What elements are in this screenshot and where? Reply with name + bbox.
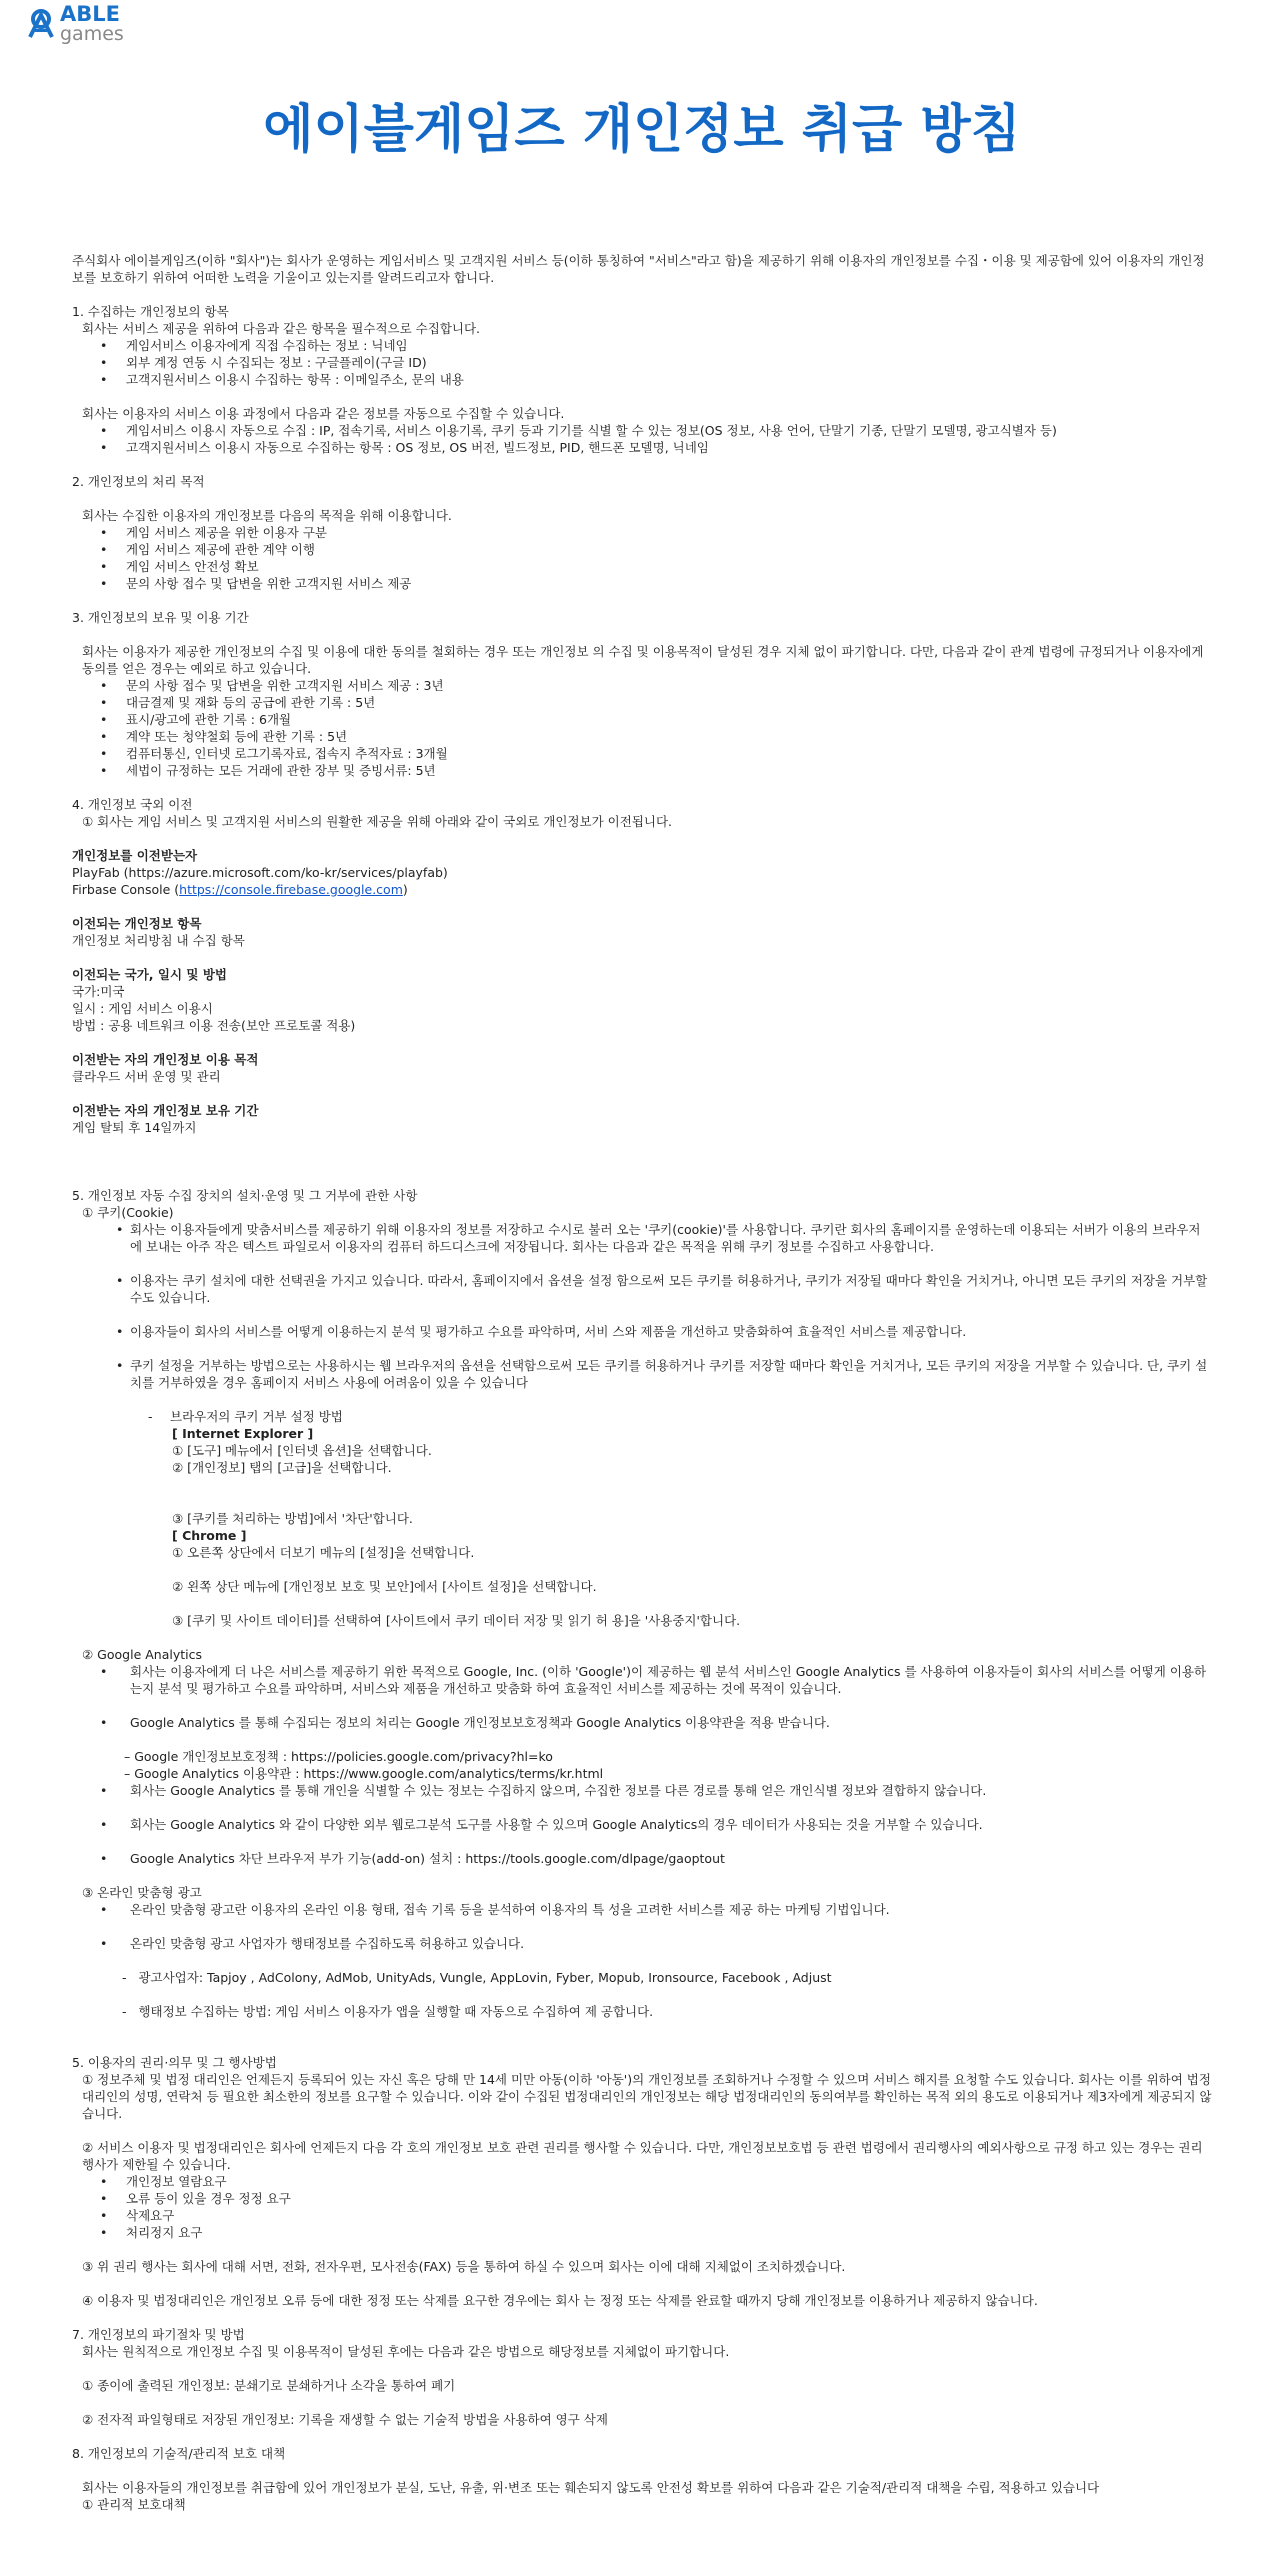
list-item: • 게임 서비스 안전성 확보	[72, 558, 1212, 575]
transfer-period-title: 이전받는 자의 개인정보 보유 기간	[72, 1103, 259, 1118]
section-1-lead2: 회사는 이용자의 서비스 이용 과정에서 다음과 같은 정보를 자동으로 수집할 수 있습니다.	[82, 406, 565, 421]
list-item: • 오류 등이 있을 경우 정정 요구	[72, 2190, 1212, 2207]
chrome-step-3: ③ [쿠키 및 사이트 데이터]를 선택하여 [사이트에서 쿠키 데이터 저장 및 읽기 허 용]을 '사용중지'합니다.	[172, 1613, 741, 1628]
rights-paragraph-3: ③ 위 권리 행사는 회사에 대해 서면, 전화, 전자우편, 모사전송(FAX) 등을 통하여 하실 수 있으며 회사는 이에 대해 지체없이 조치하겠습니다.	[82, 2259, 846, 2274]
list-item: • 고객지원서비스 이용시 자동으로 수집하는 항목 : OS 정보, OS 버전, 빌드정보, PID, 핸드폰 모델명, 닉네임	[72, 439, 1212, 456]
list-item: • 문의 사항 접수 및 답변을 위한 고객지원 서비스 제공	[72, 575, 1212, 592]
google-privacy-policy: – Google 개인정보보호정책 : https://policies.google.com/privacy?hl=ko	[124, 1749, 553, 1764]
list-item: • 게임서비스 이용자에게 직접 수집하는 정보 : 닉네임	[72, 337, 1212, 354]
transfer-country: 국가:미국	[72, 984, 125, 999]
list-item: • 계약 또는 청약철회 등에 관한 기록 : 5년	[72, 728, 1212, 745]
ie-step-3: ③ [쿠키를 처리하는 방법]에서 '차단'합니다.	[172, 1511, 413, 1526]
ie-step-2: ② [개인정보] 탭의 [고급]을 선택합니다.	[172, 1460, 392, 1475]
section-1-heading: 1. 수집하는 개인정보의 항목	[72, 304, 229, 319]
online-ad-list	[72, 1901, 1212, 1952]
logo-mark-icon	[26, 7, 56, 41]
google-analytics-list	[72, 1663, 1212, 1731]
destroy-paper: ① 종이에 출력된 개인정보: 분쇄기로 분쇄하거나 소각을 통하여 폐기	[82, 2378, 456, 2393]
rights-paragraph-1: ① 정보주체 및 법정 대리인은 언제든지 등록되어 있는 자신 혹은 당해 만 14세 미만 아동(이하 '아동')의 개인정보를 조회하거나 수정할 수 있으며 서비스 해지를 요청할 수도 있습니다. 회사는 이를 위하여 법정대리인의 성명, 연락처 등 필요한 최소한의 정보를 요구할 수 있습니다. 이와 같이 수집된 법정대리인의 개인정보는 해당 법정대리인의 동의여부를 확인하는 목적 외의 용도로 이용되거나 제3자에게 제공되지 않습니다.	[82, 2072, 1212, 2121]
list-item: • 회사는 Google Analytics 를 통해 개인을 식별할 수 있는 정보는 수집하지 않으며, 수집한 정보를 다른 경로를 통해 얻은 개인식별 정보와 결합하지 않습니다.	[72, 1782, 1212, 1799]
list-item: • 이용자들이 회사의 서비스를 어떻게 이용하는지 분석 및 평가하고 수요를 파악하며, 서비 스와 제품을 개선하고 맞춤화하여 효율적인 서비스를 제공합니다.	[72, 1323, 1212, 1340]
list-item: • 이용자는 쿠키 설치에 대한 선택권을 가지고 있습니다. 따라서, 홈페이지에서 옵션을 설정 함으로써 모든 쿠키를 허용하거나, 쿠키가 저장될 때마다 확인을 거치거나, 아니면 모든 쿠키의 저장을 거부할 수도 있습니다.	[72, 1272, 1212, 1306]
chrome-title: [ Chrome ]	[172, 1528, 247, 1543]
section-7-lead: 회사는 원칙적으로 개인정보 수집 및 이용목적이 달성된 후에는 다음과 같은 방법으로 해당정보를 지체없이 파기합니다.	[82, 2344, 730, 2359]
rights-list	[72, 2173, 1212, 2241]
able-games-logo	[26, 4, 124, 44]
section-5-heading: 5. 개인정보 자동 수집 장치의 설치·운영 및 그 거부에 관한 사항	[72, 1188, 418, 1203]
chrome-step-1: ① 오른쪽 상단에서 더보기 메뉴의 [설정]을 선택합니다.	[172, 1545, 475, 1560]
section-7-heading: 7. 개인정보의 파기절차 및 방법	[72, 2327, 245, 2342]
section-8-item-1: ① 관리적 보호대책	[82, 2497, 186, 2512]
policy-body	[72, 252, 1212, 2513]
intro-paragraph: 주식회사 에이블게임즈(이하 "회사")는 회사가 운영하는 게임서비스 및 고객지원 서비스 등(이하 통칭하여 "서비스"라고 함)을 제공하기 위해 이용자의 개인정보를 수집・이용 및 제공함에 있어 이용자의 개인정보를 보호하기 위하여 어떠한 노력을 기울이고 있는지를 알려드리고자 합니다.	[72, 253, 1205, 285]
browser-settings-title: - 브라우저의 쿠키 거부 설정 방법	[72, 1408, 1212, 1425]
section-4-lead: ① 회사는 게임 서비스 및 고객지원 서비스의 원활한 제공을 위해 아래와 같이 국외로 개인정보가 이전됩니다.	[82, 814, 673, 829]
page-title: 에이블게임즈 개인정보 취급 방침	[263, 100, 1021, 160]
section-8-heading: 8. 개인정보의 기술적/관리적 보호 대책	[72, 2446, 286, 2461]
section-4-heading: 4. 개인정보 국외 이전	[72, 797, 193, 812]
list-item: • 온라인 맞춤형 광고 사업자가 행태정보를 수집하도록 허용하고 있습니다.	[72, 1935, 1212, 1952]
section-2-list	[72, 524, 1212, 592]
destroy-electronic: ② 전자적 파일형태로 저장된 개인정보: 기록을 재생할 수 없는 기술적 방법을 사용하여 영구 삭제	[82, 2412, 608, 2427]
list-item: • 게임 서비스 제공에 관한 계약 이행	[72, 541, 1212, 558]
list-item: • 쿠키 설정을 거부하는 방법으로는 사용하시는 웹 브라우저의 옵션을 선택함으로써 모든 쿠키를 허용하거나 쿠키를 저장할 때마다 확인을 거치거나, 모든 쿠키의 저장을 거부할 수 있습니다. 단, 쿠키 설치를 거부하였을 경우 홈페이지 서비스 사용에 어려움이 있을 수 있습니다	[72, 1357, 1212, 1391]
section-3-lead: 회사는 이용자가 제공한 개인정보의 수집 및 이용에 대한 동의를 철회하는 경우 또는 개인정보 의 수집 및 이용목적이 달성된 경우 지체 없이 파기합니다. 다만, 다음과 같이 관계 법령에 규정되거나 이용자에게 동의를 얻은 경우는 예외로 하고 있습니다.	[82, 644, 1204, 676]
list-item: • 처리정지 요구	[72, 2224, 1212, 2241]
transfer-purpose-title: 이전받는 자의 개인정보 이용 목적	[72, 1052, 259, 1067]
rights-paragraph-2: ② 서비스 이용자 및 법정대리인은 회사에 언제든지 다음 각 호의 개인정보 보호 관련 권리를 행사할 수 있습니다. 다만, 개인정보보호법 등 관련 법령에서 권리행사의 예외사항으로 규정 하고 있는 경우는 권리행사가 제한될 수 있습니다.	[82, 2140, 1203, 2172]
transfer-country-title: 이전되는 국가, 일시 및 방법	[72, 967, 227, 982]
section-1-lead: 회사는 서비스 제공을 위하여 다음과 같은 항목을 필수적으로 수집합니다.	[82, 321, 481, 336]
section-3-heading: 3. 개인정보의 보유 및 이용 기간	[72, 610, 249, 625]
rights-paragraph-4: ④ 이용자 및 법정대리인은 개인정보 오류 등에 대한 정정 또는 삭제를 요구한 경우에는 회사 는 정정 또는 삭제를 완료할 때까지 당해 개인정보를 이용하거나 제공하지 않습니다.	[82, 2293, 1038, 2308]
list-item: • 고객지원서비스 이용시 수집하는 항목 : 이메일주소, 문의 내용	[72, 371, 1212, 388]
section-2-lead: 회사는 수집한 이용자의 개인정보를 다음의 목적을 위해 이용합니다.	[82, 508, 452, 523]
ad-partners: - 광고사업자: Tapjoy , AdColony, AdMob, UnityAds, Vungle, AppLovin, Fyber, Mopub, Ironsource, Facebook , Adjust	[122, 1970, 832, 1985]
transferred-items-title: 이전되는 개인정보 항목	[72, 916, 202, 931]
list-item: • 회사는 이용자들에게 맞춤서비스를 제공하기 위해 이용자의 정보를 저장하고 수시로 불러 오는 '쿠키(cookie)'를 사용합니다. 쿠키란 회사의 홈페이지를 운영하는데 이용되는 서버가 이용의 브라우저에 보내는 아주 작은 텍스트 파일로서 이용자의 컴퓨터 하드디스크에 저장됩니다. 회사는 다음과 같은 목적을 위해 쿠키 정보를 수집하고 사용합니다.	[72, 1221, 1212, 1255]
cookie-list	[72, 1221, 1212, 1391]
list-item: • 대금결제 및 재화 등의 공급에 관한 기록 : 5년	[72, 694, 1212, 711]
recipient-playfab: PlayFab (https://azure.microsoft.com/ko-kr/services/playfab)	[72, 865, 448, 880]
list-item: • 세법이 규정하는 모든 거래에 관한 장부 및 증빙서류: 5년	[72, 762, 1212, 779]
cookie-title: ① 쿠키(Cookie)	[82, 1205, 174, 1220]
list-item: • Google Analytics 를 통해 수집되는 정보의 처리는 Google 개인정보보호정책과 Google Analytics 이용약관을 적용 받습니다.	[72, 1714, 1212, 1731]
list-item: • 회사는 이용자에게 더 나은 서비스를 제공하기 위한 목적으로 Google, Inc. (이하 'Google')이 제공하는 웹 분석 서비스인 Google Analytics 를 사용하여 이용자들이 회사의 서비스를 어떻게 이용하는지 분석 및 평가하고 수요를 파악하며, 서비스와 제품을 개선하고 맞춤화 하여 효율적인 서비스를 제공하는 것에 목적이 있습니다.	[72, 1663, 1212, 1697]
online-ad-title: ③ 온라인 맞춤형 광고	[82, 1885, 202, 1900]
transfer-date: 일시 : 게임 서비스 이용시	[72, 1001, 213, 1016]
firebase-console-link[interactable]: https://console.firebase.google.com	[179, 882, 403, 897]
list-item: • 컴퓨터통신, 인터넷 로그기록자료, 접속지 추적자료 : 3개월	[72, 745, 1212, 762]
transfer-method: 방법 : 공용 네트워크 이용 전송(보안 프로토콜 적용)	[72, 1018, 356, 1033]
list-item: • Google Analytics 차단 브라우저 부가 기능(add-on) 설치 : https://tools.google.com/dlpage/gaoptout	[72, 1850, 1212, 1867]
list-item: • 표시/광고에 관한 기록 : 6개월	[72, 711, 1212, 728]
list-item: • 회사는 Google Analytics 와 같이 다양한 외부 웹로그분석 도구를 사용할 수 있으며 Google Analytics의 경우 데이터가 사용되는 것을 거부할 수 있습니다.	[72, 1816, 1212, 1833]
recipient-title: 개인정보를 이전받는자	[72, 848, 198, 863]
transfer-period: 게임 탈퇴 후 14일까지	[72, 1120, 197, 1135]
section-1-list	[72, 337, 1212, 388]
section-6-heading: 5. 이용자의 권리·의무 및 그 행사방법	[72, 2055, 277, 2070]
list-item: • 외부 계정 연동 시 수집되는 정보 : 구글플레이(구글 ID)	[72, 354, 1212, 371]
list-item: • 온라인 맞춤형 광고란 이용자의 온라인 이용 형태, 접속 기록 등을 분석하여 이용자의 특 성을 고려한 서비스를 제공 하는 마케팅 기법입니다.	[72, 1901, 1212, 1918]
list-item: • 문의 사항 접수 및 답변을 위한 고객지원 서비스 제공 : 3년	[72, 677, 1212, 694]
list-item: • 게임서비스 이용시 자동으로 수집 : IP, 접속기록, 서비스 이용기록, 쿠키 등과 기기를 식별 할 수 있는 정보(OS 정보, 사용 언어, 단말기 기종, 단말기 모델명, 광고식별자 등)	[72, 422, 1212, 439]
section-8-lead: 회사는 이용자들의 개인정보를 취급함에 있어 개인정보가 분실, 도난, 유출, 위·변조 또는 훼손되지 않도록 안전성 확보를 위하여 다음과 같은 기술적/관리적 대책을 수립, 적용하고 있습니다	[82, 2480, 1100, 2495]
list-item: • 개인정보 열람요구	[72, 2173, 1212, 2190]
recipient-firebase: Firbase Console (https://console.firebase.google.com)	[72, 882, 408, 897]
section-3-list	[72, 677, 1212, 779]
list-item: • 게임 서비스 제공을 위한 이용자 구분	[72, 524, 1212, 541]
list-item: • 삭제요구	[72, 2207, 1212, 2224]
google-analytics-terms: – Google Analytics 이용약관 : https://www.google.com/analytics/terms/kr.html	[124, 1766, 604, 1781]
ie-title: [ Internet Explorer ]	[172, 1426, 314, 1441]
logo-wordmark-games: games	[60, 23, 124, 45]
transferred-items-text: 개인정보 처리방침 내 수집 항목	[72, 933, 245, 948]
google-analytics-title: ② Google Analytics	[82, 1647, 202, 1662]
ie-step-1: ① [도구] 메뉴에서 [인터넷 옵션]을 선택합니다.	[172, 1443, 432, 1458]
section-1-list2	[72, 422, 1212, 456]
transfer-purpose: 클라우드 서버 운영 및 관리	[72, 1069, 221, 1084]
section-2-heading: 2. 개인정보의 처리 목적	[72, 474, 205, 489]
google-analytics-list-2	[72, 1782, 1212, 1867]
chrome-step-2: ② 왼쪽 상단 메뉴에 [개인정보 보호 및 보안]에서 [사이트 설정]을 선택합니다.	[172, 1579, 597, 1594]
logo-wordmark-able: ABLE	[60, 2, 120, 26]
ad-collection-method: - 행태정보 수집하는 방법: 게임 서비스 이용자가 앱을 실행할 때 자동으로 수집하여 제 공합니다.	[122, 2004, 654, 2019]
